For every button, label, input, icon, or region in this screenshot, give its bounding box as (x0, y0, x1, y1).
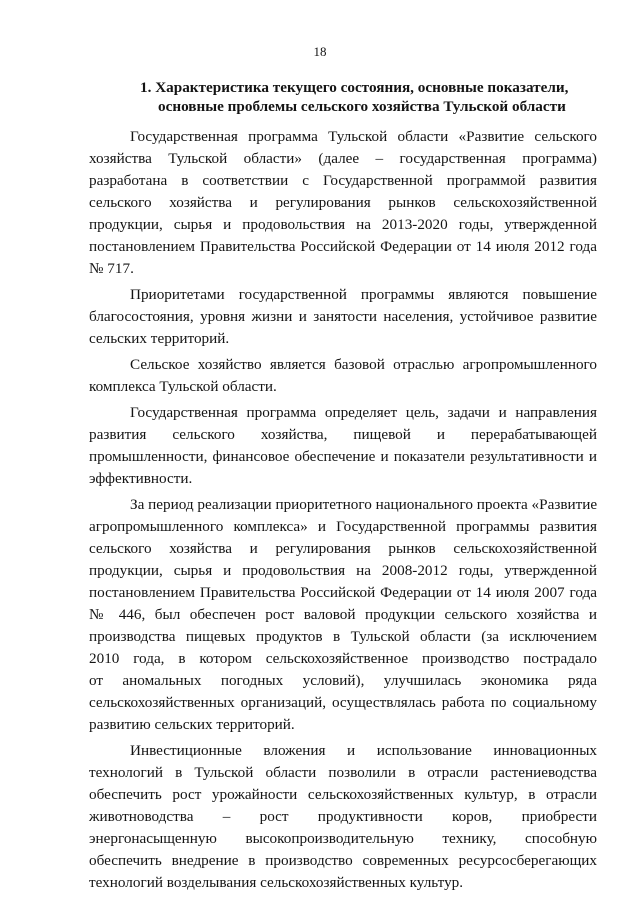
paragraph (89, 354, 597, 398)
text-line: сельских территорий. (89, 330, 230, 347)
paragraph (89, 284, 597, 350)
section-heading (140, 78, 610, 116)
text-line: № 446, был обеспечен рост валовой продукции сельского хозяйства и (89, 606, 597, 623)
section-heading-line-1: 1. Характеристика текущего состояния, основные показатели, (140, 79, 569, 96)
text-line: сельского хозяйства и регулирования рынков сельскохозяйственной (89, 194, 597, 211)
text-line: технологий в Тульской области позволили в отрасли растениеводства (89, 764, 597, 781)
text-line: промышленности, финансовое обеспечение и показатели результативности и (89, 448, 597, 465)
text-line: развитию сельских территорий. (89, 716, 295, 733)
text-line: постановлением Правительства Российской Федерации от 14 июля 2007 года (89, 584, 597, 601)
text-line: от аномальных погодных условий), улучшилась экономика ряда (89, 672, 597, 689)
text-line: продукции, сырья и продовольствия на 2013-2020 годы, утвержденной (89, 216, 597, 233)
text-line: обеспечить рост урожайности сельскохозяйственных культур, в отрасли (89, 786, 597, 803)
paragraph (89, 402, 597, 490)
section-heading-line-2: основные проблемы сельского хозяйства Тульской области (158, 98, 566, 115)
text-line: эффективности. (89, 470, 193, 487)
text-line: обеспечить внедрение в производство современных ресурсосберегающих (89, 852, 597, 869)
text-line: комплекса Тульской области. (89, 378, 277, 395)
text-line: продукции, сырья и продовольствия на 2008-2012 годы, утвержденной (89, 562, 597, 579)
text-line: животноводства – рост продуктивности коров, приобрести (89, 808, 597, 825)
text-line: энергонасыщенную высокопроизводительную технику, способную (89, 830, 597, 847)
body-text (89, 126, 597, 898)
paragraph (89, 126, 597, 280)
text-line: За период реализации приоритетного национального проекта «Развитие (130, 496, 598, 513)
text-line: технологий возделывания сельскохозяйственных культур. (89, 874, 464, 891)
text-line: Сельское хозяйство является базовой отраслью агропромышленного (130, 356, 597, 373)
text-line: Государственная программа определяет цель, задачи и направления (130, 404, 597, 421)
text-line: сельского хозяйства и регулирования рынков сельскохозяйственной (89, 540, 597, 557)
text-line: постановлением Правительства Российской Федерации от 14 июля 2012 года (89, 238, 597, 255)
text-line: разработана в соответствии с Государственной программой развития (89, 172, 597, 189)
text-line: Приоритетами государственной программы являются повышение (130, 286, 597, 303)
paragraph (89, 494, 597, 736)
text-line: агропромышленного комплекса» и Государственной программы развития (89, 518, 597, 535)
text-line: производства пищевых продуктов в Тульской области (за исключением (89, 628, 597, 645)
text-line: сельскохозяйственных организаций, осуществлялась работа по социальному (89, 694, 597, 711)
text-line: хозяйства Тульской области» (далее – государственная программа) (89, 150, 597, 167)
text-line: благосостояния, уровня жизни и занятости населения, устойчивое развитие (89, 308, 597, 325)
text-line: Государственная программа Тульской области «Развитие сельского (130, 128, 597, 145)
text-line: 2010 года, в котором сельскохозяйственное производство пострадало (89, 650, 597, 667)
page-number: 18 (313, 44, 327, 59)
text-line: Инвестиционные вложения и использование инновационных (130, 742, 597, 759)
paragraph (89, 740, 597, 894)
text-line: № 717. (89, 260, 134, 277)
text-line: развития сельского хозяйства, пищевой и перерабатывающей (89, 426, 597, 443)
